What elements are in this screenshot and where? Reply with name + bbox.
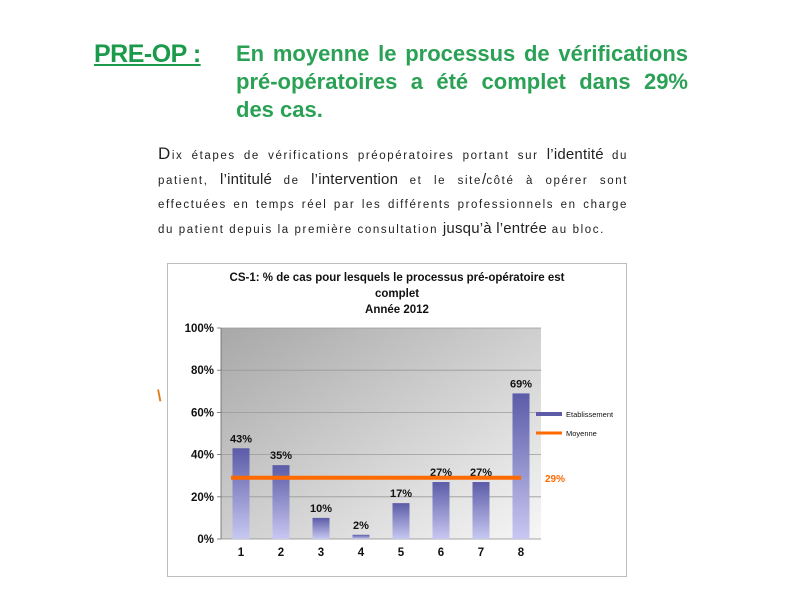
y-tick-label: 20% <box>190 491 214 504</box>
legend-swatch-etablissement <box>536 412 562 416</box>
y-tick-label: 40% <box>190 449 214 462</box>
x-tick-label: 6 <box>437 547 445 559</box>
x-tick-label: 7 <box>477 547 485 559</box>
y-tick-label: 0% <box>197 534 214 546</box>
y-tick-label: 60% <box>190 407 214 420</box>
chart-title-line: CS-1: % de cas pour lesquels le processus pré-opératoire est <box>229 272 565 284</box>
headline: En moyenne le processus de vérifications pré-opératoires a été complet dans 29% des cas. <box>236 41 688 122</box>
bar-value-label: 43% <box>229 433 253 446</box>
x-tick-label: 5 <box>397 547 405 559</box>
bar <box>353 535 370 539</box>
bar-value-label: 27% <box>469 467 493 480</box>
pre-op-tag: PRE-OP : <box>94 40 201 68</box>
legend-label-moyenne: Moyenne <box>566 429 597 438</box>
x-tick-label: 8 <box>517 547 525 559</box>
intro-text-2: du patient, <box>158 150 628 187</box>
x-tick-label: 1 <box>237 547 245 559</box>
bar-value-label: 17% <box>389 488 413 501</box>
bar <box>513 393 530 539</box>
plot-area <box>221 328 541 539</box>
intro-text-5: côté à opérer sont effectuées en temps réel par les différents professionnels en charge du patient depuis la première consultation <box>158 175 629 236</box>
bar-chart <box>168 264 626 576</box>
intro-word-jusqua: jusqu’à l’entrée <box>442 220 547 237</box>
stray-mark: \ <box>157 388 162 405</box>
bar-value-label: 2% <box>353 519 369 532</box>
bar-value-label: 69% <box>509 378 533 391</box>
mean-label: 29% <box>545 473 566 485</box>
bar <box>433 482 450 539</box>
intro-text-4: et le site <box>398 175 482 187</box>
bar-value-label: 35% <box>269 450 293 463</box>
intro-text-1: ix étapes de vérifications préopératoires portant sur <box>171 150 547 162</box>
chart-title-line: complet <box>374 288 420 300</box>
bar <box>393 503 410 539</box>
chart-title-line: Année 2012 <box>365 304 429 316</box>
intro-slash: / <box>481 171 487 188</box>
x-tick-label: 4 <box>357 547 365 559</box>
legend-label-etablissement: Etablissement <box>566 410 614 419</box>
legend-swatch-moyenne <box>536 432 562 435</box>
bar <box>313 518 330 539</box>
y-tick-label: 80% <box>190 365 214 378</box>
bar <box>233 448 250 539</box>
bar <box>473 482 490 539</box>
x-tick-label: 2 <box>277 547 285 559</box>
intro-word-intervention: l’intervention <box>311 171 399 188</box>
x-tick-label: 3 <box>317 547 325 559</box>
intro-word-identite: l’identité <box>546 146 604 163</box>
intro-word-intitule: l’intitulé <box>220 171 273 188</box>
bar-value-label: 27% <box>429 467 453 480</box>
intro-paragraph <box>158 142 628 242</box>
intro-text-6: au bloc. <box>547 224 605 236</box>
y-tick-label: 100% <box>184 323 214 335</box>
intro-dropcap: D <box>158 144 172 163</box>
chart-frame <box>167 263 627 577</box>
bar-value-label: 10% <box>309 502 333 515</box>
intro-text-3: de <box>272 175 312 187</box>
